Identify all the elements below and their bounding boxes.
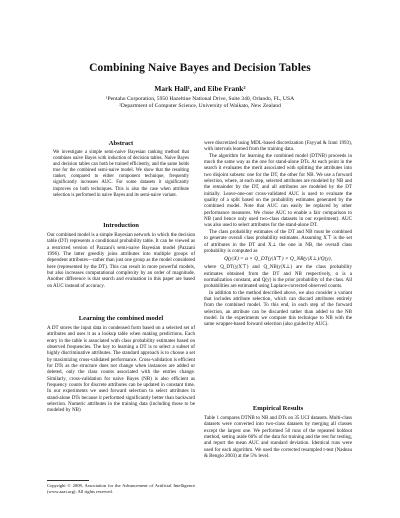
results-section (204, 405, 352, 459)
affiliation-2: ²Department of Computer Science, University of Waikato, New Zealand (119, 103, 281, 109)
results-text: Table 1 compares DTNB to NB and DTs on 35 UCI datasets. Multi-class datasets were converted into two-class datasets by merging all classes except the largest one. We performed 50 runs of the repeated holdout method, setting aside 66% of the data for training and the rest for testing, and report the mean AUC and standard deviation. Identical runs were used for each algorithm. We used the corrected resampled t-test (Nadeau & Bengio 2003) at the 5% level. (204, 415, 352, 460)
copyright-notice: Copyright © 2008, Association for the Advancement of Artificial Intelligence (www.aaai.org). All rights reserved. (47, 483, 195, 494)
introduction-heading: Introduction (103, 222, 139, 229)
results-heading: Empirical Results (252, 405, 304, 412)
learning-section (47, 315, 195, 414)
abstract-section (47, 140, 195, 199)
discretization-paragraph: were discretized using MDL-based discretization (Fayyad & Irani 1993), with intervals learned from the training data. (204, 140, 352, 153)
paper-authors: Mark Hall¹, and Eibe Frank² (154, 84, 246, 93)
estimates-paragraph: where Q_DT(y|X⊤) and Q_NB(y|X⊥) are the class probability estimates obtained from the DT and NB respectively, α is a normalization constant, and Q(y) is the prior probability of the class. All probabilities are estimated using Laplace-corrected observed counts. (204, 264, 352, 290)
algorithm-paragraph: The algorithm for learning the combined model (DTNB) proceeds in much the same way as the one for stand-alone DTs. At each point in the search it evaluates the merit associated with splitting the attributes into two disjoint subsets: one for the DT, the other for NB. We use a forward selection, where, at each step, selected attributes are modeled by NB and the remainder by the DT, and all attributes are modeled by the DT initially. Leave-one-out cross-validated AUC is used to evaluate the quality of a split based on the probability estimates generated by the combined model. Note that AUC can easily be replaced by other performance measures. We chose AUC to enable a fair comparison to NB (and hence only used two-class datasets in our experiment). AUC was also used to select attributes for the stand-alone DT. (204, 152, 352, 229)
right-column-body (204, 140, 352, 328)
paper-title: Combining Naive Bayes and Decision Tables (89, 62, 311, 74)
footnote-rule (47, 480, 89, 481)
probability-paragraph: The class probability estimates of the DT and NB must be combined to generate overall class probability estimates. Assuming X⊤ is the set of attributes in the DT and X⊥ the one in NB, the overall class probability is computed as (204, 228, 352, 254)
learning-text: A DT stores the input data in condensed form based on a selected set of attributes and uses it as a lookup table when making predictions. Each entry in the table is associated with class probability estimates based on observed frequencies. The key to learning a DT is to select a subset of highly discriminative attributes. The standard approach is to choose a set by maximizing cross-validated performance. Cross-validation is efficient for DTs as the structure does not change when instances are added or deleted, only the class counts associated with the entries change. Similarly, cross-validation for naive Bayes (NB) is also efficient as frequency counts for discrete attributes can be updated in constant time. In our experiments we used forward selection to select attributes in stand-alone DTs because it performed significantly better than backward selection. Numeric attributes in the training data (including those to be modeled by NB) (47, 325, 195, 414)
abstract-heading: Abstract (108, 140, 134, 147)
affiliation-1: ¹Pentaho Corporation, 5950 Hazeltine National Drive, Suite 340, Orlando, FL, USA (105, 96, 295, 102)
combined-probability-equation: Q(y|X) = α × Q_DT(y|X⊤) × Q_NB(y|X⊥)/Q(y), (224, 256, 332, 263)
introduction-text: Our combined model is a simple Bayesian network in which the decision table (DT) represents a conditional probability table. It can be viewed as a restricted version of Pazzani's semi-naive Bayesian model (Pazzani 1996). The latter greedily joins attributes into multiple groups of dependent attributes—rather than just one group as the model considered here (represented by the DT). This can result in more powerful models, but also increases computational complexity by an order of magnitude. Another difference is that search and evaluation in this paper are based on AUC instead of accuracy. (47, 232, 195, 289)
attribute-selection-paragraph: In addition to the method described above, we also consider a variant that includes attribute selection, which can discard attributes entirely from the combined model. To this end, in each step of the forward selection, an attribute can be discarded rather than added to the NB model. In the experiments we compare this technique to NB with the same wrapper-based forward selection (also guided by AUC). (204, 289, 352, 328)
learning-heading: Learning the combined model (78, 315, 164, 322)
abstract-text: We investigate a simple semi-naive Bayesian ranking method that combines naive Bayes with induction of decision tables. Naive Bayes and decision tables can both be trained efficiently, and the same holds true for the combined semi-naive model. We show that the resulting ranker, compared to either component technique, frequently significantly increases AUC. For some datasets it significantly improves on both techniques. This is also the case when attribute selection is performed in naive Bayes and its semi-naive variant. (53, 150, 189, 198)
introduction-section (47, 222, 195, 289)
